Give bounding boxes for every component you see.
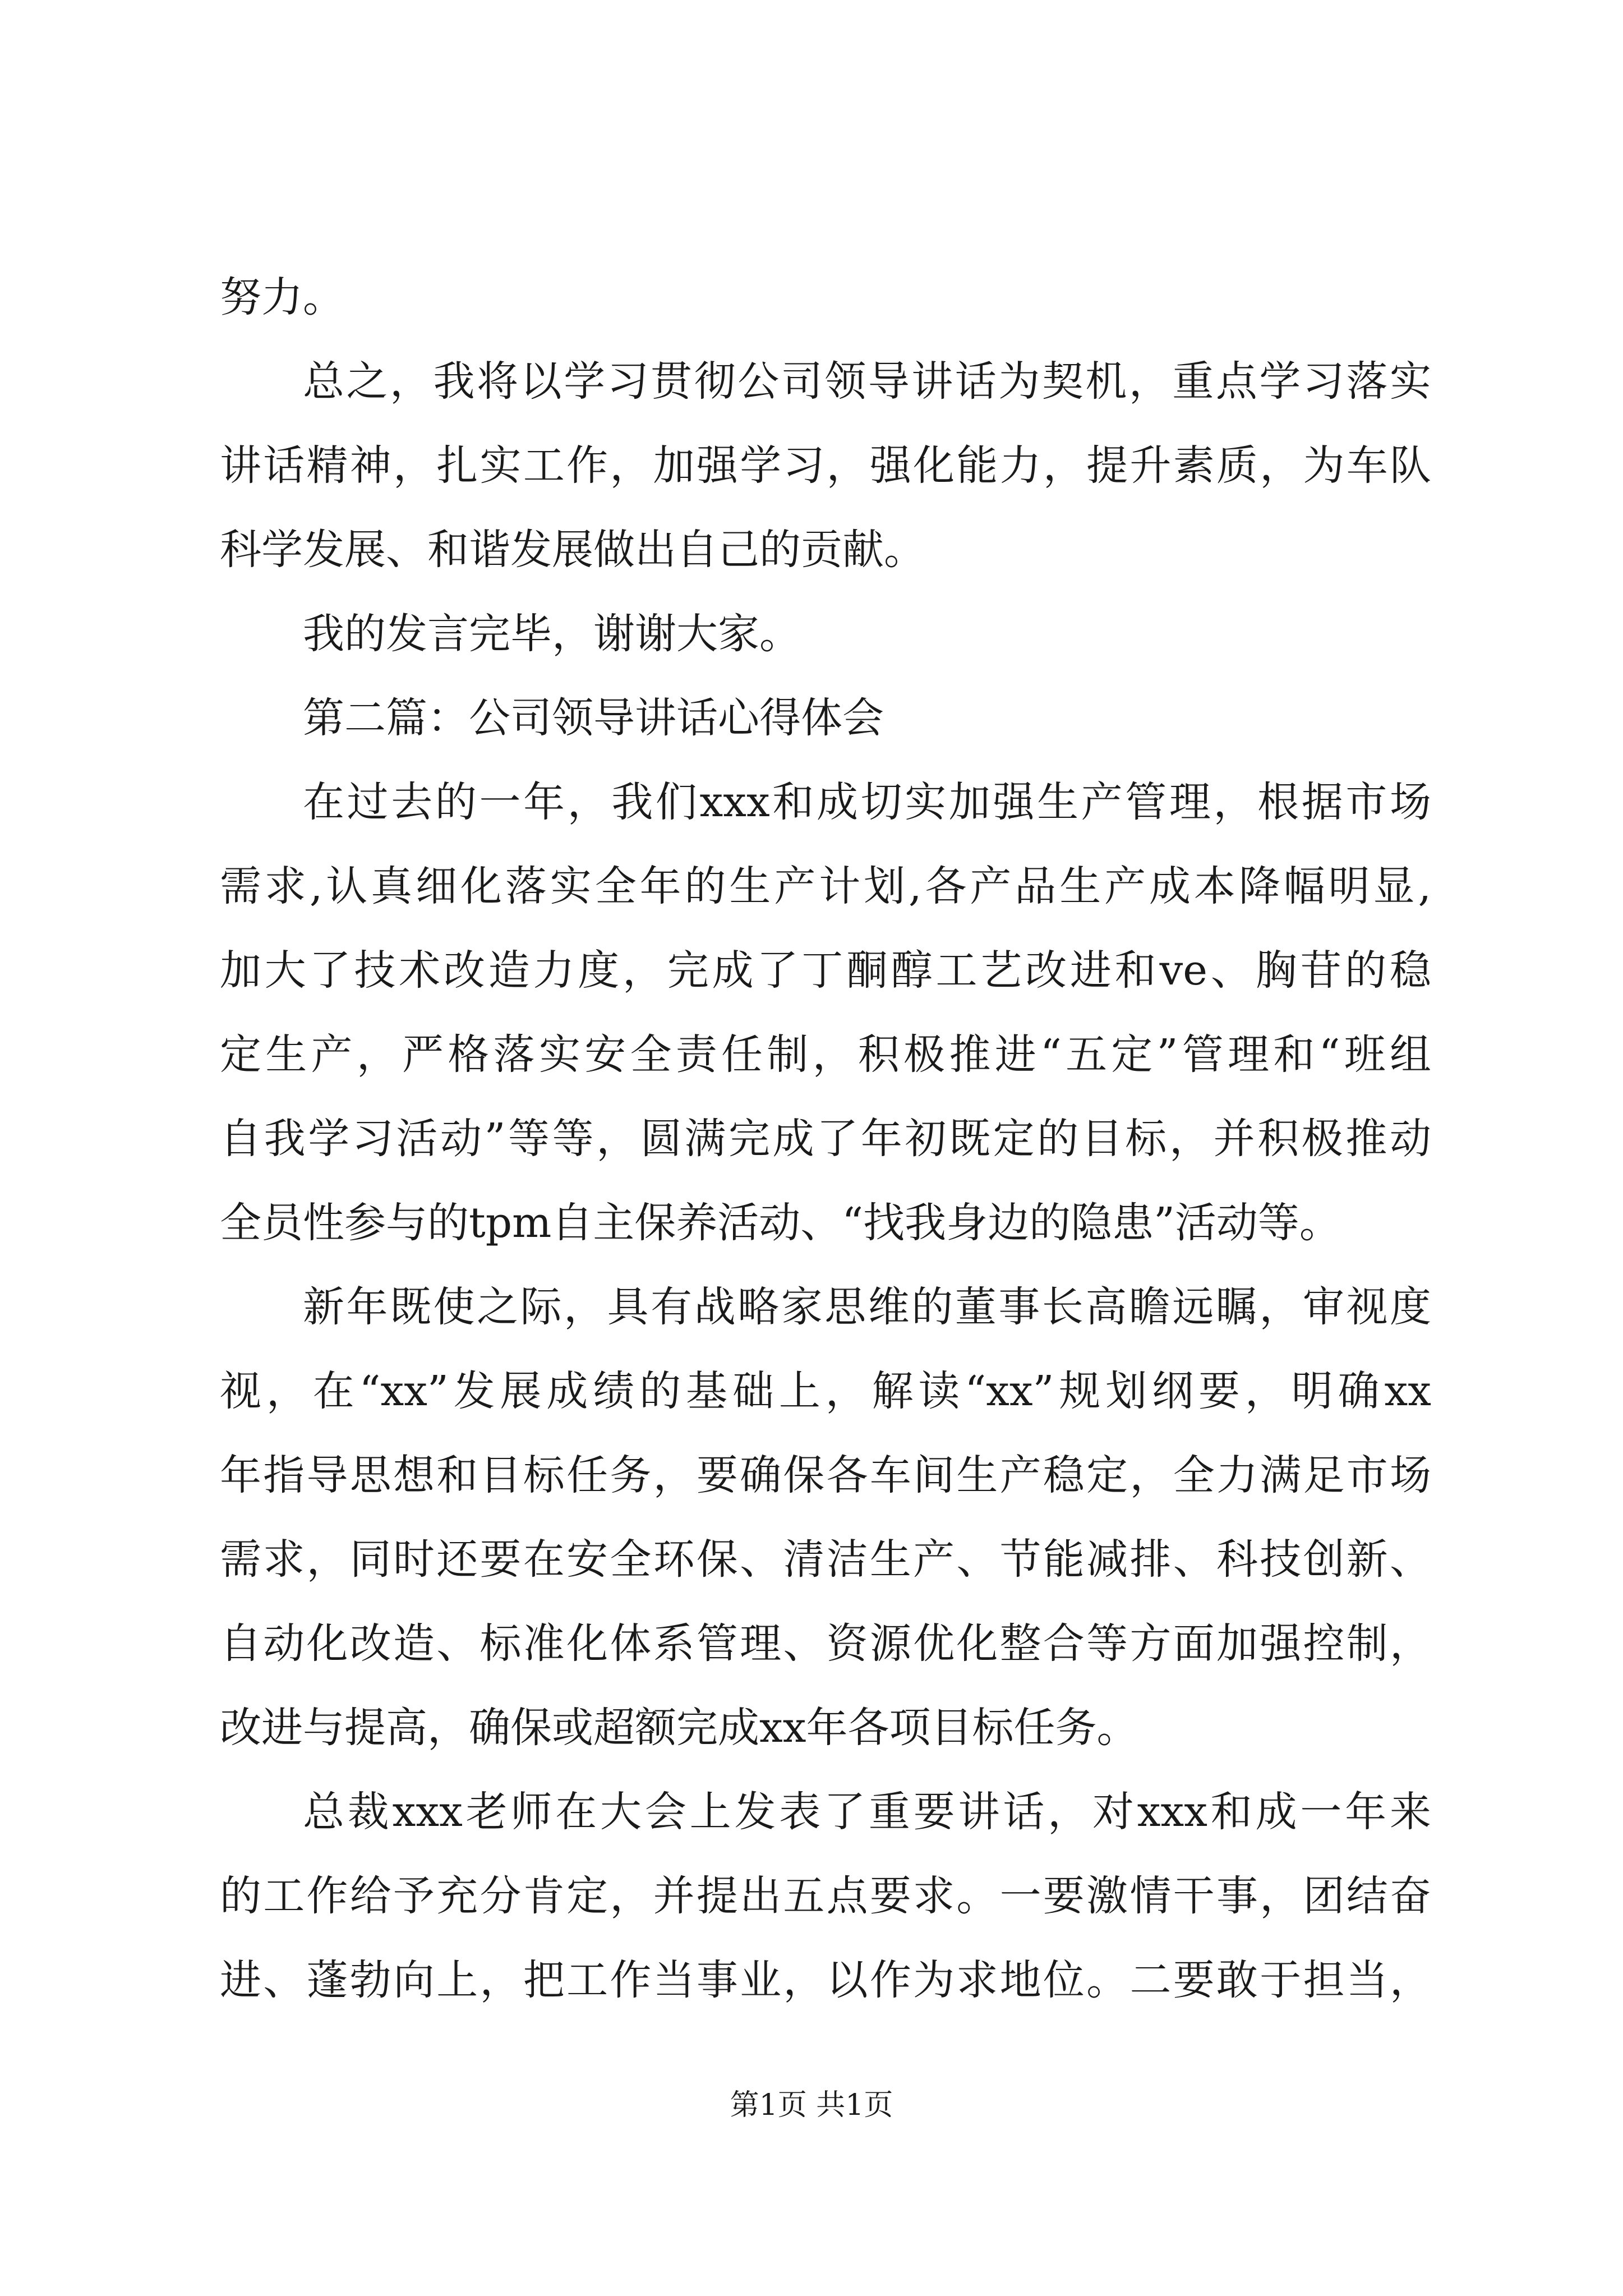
paragraph-line: 努力。 <box>220 273 344 321</box>
page-footer <box>0 2086 1623 2125</box>
paragraph-line: 总裁xxx老师在大会上发表了重要讲话，对xxx和成一年来 <box>303 1788 1431 1836</box>
paragraph-line: 在过去的一年，我们xxx和成切实加强生产管理，根据市场 <box>303 778 1431 826</box>
document-body <box>220 255 1431 2022</box>
paragraph-line: 需求，同时还要在安全环保、清洁生产、节能减排、科技创新、 <box>220 1535 1431 1584</box>
paragraph-line: 进、蓬勃向上，把工作当事业，以作为求地位。二要敢于担当， <box>220 1956 1431 2004</box>
paragraph-line: 的工作给予充分肯定，并提出五点要求。一要激情干事，团结奋 <box>220 1872 1431 1920</box>
paragraph-line: 自动化改造、标准化体系管理、资源优化整合等方面加强控制， <box>220 1619 1431 1668</box>
paragraph-line: 新年既使之际，具有战略家思维的董事长高瞻远瞩，审视度 <box>303 1283 1431 1331</box>
paragraph-line: 视，在“xx”发展成绩的基础上，解读“xx”规划纲要，明确xx <box>220 1367 1431 1415</box>
paragraph-line: 总之，我将以学习贯彻公司领导讲话为契机，重点学习落实 <box>303 357 1431 406</box>
page-number-label: 第1页 共1页 <box>730 2088 893 2122</box>
paragraph-line: 讲话精神，扎实工作，加强学习，强化能力，提升素质，为车队 <box>220 441 1431 490</box>
paragraph-line: 自我学习活动”等等，圆满完成了年初既定的目标，并积极推动 <box>220 1115 1431 1163</box>
paragraph-line: 改进与提高，确保或超额完成xx年各项目标任务。 <box>220 1704 1138 1752</box>
paragraph-line: 科学发展、和谐发展做出自己的贡献。 <box>220 526 925 574</box>
paragraph-line: 定生产，严格落实安全责任制，积极推进“五定”管理和“班组 <box>220 1030 1431 1079</box>
paragraph-line: 需求,认真细化落实全年的生产计划,各产品生产成本降幅明显, <box>220 862 1431 910</box>
section-heading: 第二篇：公司领导讲话心得体会 <box>303 694 884 742</box>
paragraph-line: 全员性参与的tpm自主保养活动、“找我身边的隐患”活动等。 <box>220 1199 1341 1247</box>
paragraph-line: 年指导思想和目标任务，要确保各车间生产稳定，全力满足市场 <box>220 1451 1431 1499</box>
paragraph-line: 我的发言完毕，谢谢大家。 <box>303 610 801 658</box>
paragraph-line: 加大了技术改造力度，完成了丁酮醇工艺改进和ve、胸苷的稳 <box>220 946 1431 995</box>
